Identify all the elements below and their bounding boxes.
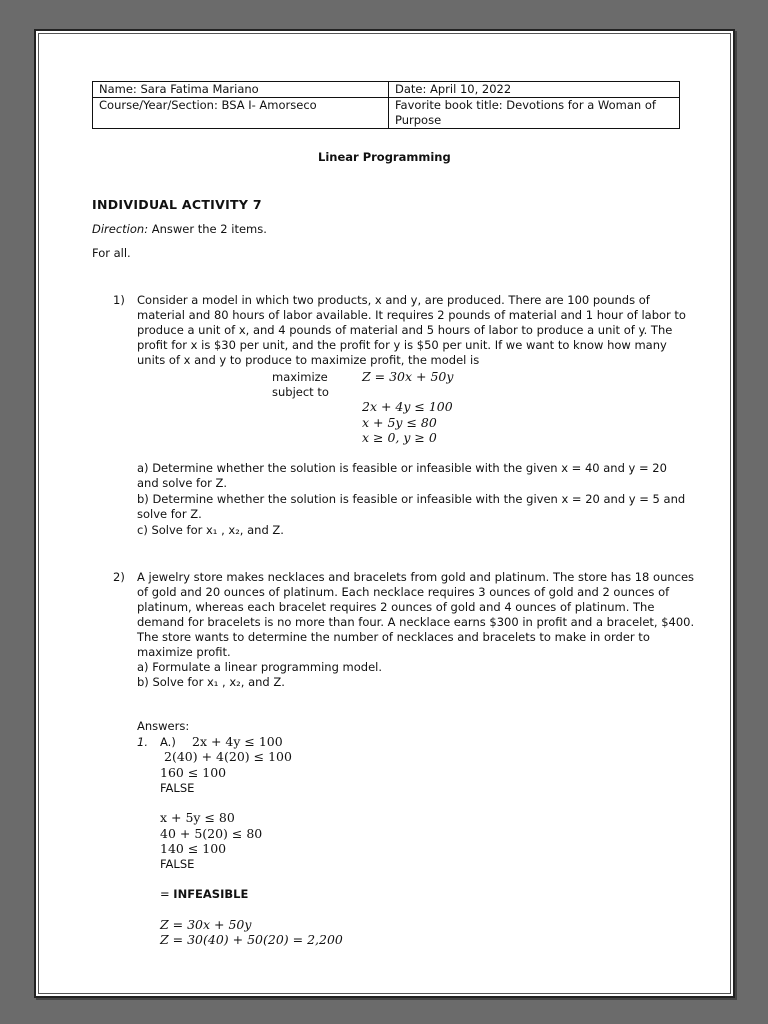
verdict-equals: = xyxy=(160,887,174,901)
answer-c1-result: FALSE xyxy=(160,781,195,795)
answer-number: 1. xyxy=(137,735,148,749)
q2-part-b: b) Solve for x₁ , x₂, and Z. xyxy=(137,675,285,689)
q2-line: maximize profit. xyxy=(137,645,231,659)
document-page xyxy=(34,29,735,998)
q1-part-b-line2: solve for Z. xyxy=(137,507,202,521)
answer-c1-line2: 2(40) + 4(20) ≤ 100 xyxy=(164,749,292,764)
answers-label: Answers: xyxy=(137,719,190,733)
q1-line: produce a unit of x, and 4 pounds of material and 5 hours of labor to produce a unit of y. The xyxy=(137,323,673,337)
subject-to-label: subject to xyxy=(272,385,329,399)
answer-c1-line1: 2x + 4y ≤ 100 xyxy=(192,734,283,749)
answer-z-formula: Z = 30x + 50y xyxy=(160,917,252,932)
q2-line: The store wants to determine the number of necklaces and bracelets to make in order to xyxy=(137,630,650,644)
q2-body xyxy=(137,570,697,690)
q2-line: demand for bracelets is no more than four. A necklace earns $300 in profit and a bracelet, $400. xyxy=(137,615,695,629)
q2-part-a: a) Formulate a linear programming model. xyxy=(137,660,383,674)
answer-c2-line3: 140 ≤ 100 xyxy=(160,841,227,856)
date-cell: Date: April 10, 2022 xyxy=(389,82,680,98)
for-all-text: For all. xyxy=(92,246,131,260)
q1-number: 1) xyxy=(113,293,125,307)
q2-number: 2) xyxy=(113,570,125,584)
constraint-1: 2x + 4y ≤ 100 xyxy=(362,399,453,414)
q1-part-c: c) Solve for x₁ , x₂, and Z. xyxy=(137,523,284,537)
q1-line: profit for x is $30 per unit, and the profit for y is $50 per unit. If we want to know how many xyxy=(137,338,667,352)
q1-line: material and 80 hours of labor available. It requires 2 pounds of material and 1 hour of labor to xyxy=(137,308,686,322)
q1-line: Consider a model in which two products, x and y, are produced. There are 100 pounds of xyxy=(137,293,650,307)
direction-label: Direction: xyxy=(92,222,149,236)
answer-z-value: Z = 30(40) + 50(20) = 2,200 xyxy=(160,932,343,947)
q1-line: units of x and y to produce to maximize profit, the model is xyxy=(137,353,480,367)
answer-c2-line1: x + 5y ≤ 80 xyxy=(160,810,235,825)
name-cell: Name: Sara Fatima Mariano xyxy=(93,82,389,98)
answer-c2-result: FALSE xyxy=(160,857,195,871)
objective-function: Z = 30x + 50y xyxy=(362,369,454,384)
q2-line: of gold and 20 ounces of platinum. Each necklace requires 3 ounces of gold and 2 ounces of xyxy=(137,585,670,599)
q1-body xyxy=(137,293,687,368)
q1-part-a-line2: and solve for Z. xyxy=(137,476,228,490)
page-title: Linear Programming xyxy=(318,150,451,164)
answer-c2-line2: 40 + 5(20) ≤ 80 xyxy=(160,826,263,841)
constraint-3: x ≥ 0, y ≥ 0 xyxy=(362,430,437,445)
course-cell: Course/Year/Section: BSA I- Amorseco xyxy=(93,98,389,129)
answer-verdict xyxy=(160,887,248,902)
book-cell: Favorite book title: Devotions for a Woman of Purpose xyxy=(389,98,680,129)
activity-heading: INDIVIDUAL ACTIVITY 7 xyxy=(92,197,262,212)
direction-line xyxy=(92,222,267,237)
answer-c1-line3: 160 ≤ 100 xyxy=(160,765,227,780)
q2-line: platinum, whereas each bracelet requires 2 ounces of gold and 4 ounces of platinum. The xyxy=(137,600,655,614)
q2-line: A jewelry store makes necklaces and bracelets from gold and platinum. The store has 18 ounces xyxy=(137,570,695,584)
header-table xyxy=(92,81,680,129)
constraint-2: x + 5y ≤ 80 xyxy=(362,415,437,430)
q1-part-a-line1: a) Determine whether the solution is feasible or infeasible with the given x = 40 and y = 20 xyxy=(137,461,667,475)
verdict-text: INFEASIBLE xyxy=(173,887,249,901)
direction-text: Answer the 2 items. xyxy=(148,222,267,236)
answer-part-a: A.) xyxy=(160,735,176,749)
maximize-label: maximize xyxy=(272,370,328,384)
q1-part-b-line1: b) Determine whether the solution is feasible or infeasible with the given x = 20 and y = 5 and xyxy=(137,492,686,506)
